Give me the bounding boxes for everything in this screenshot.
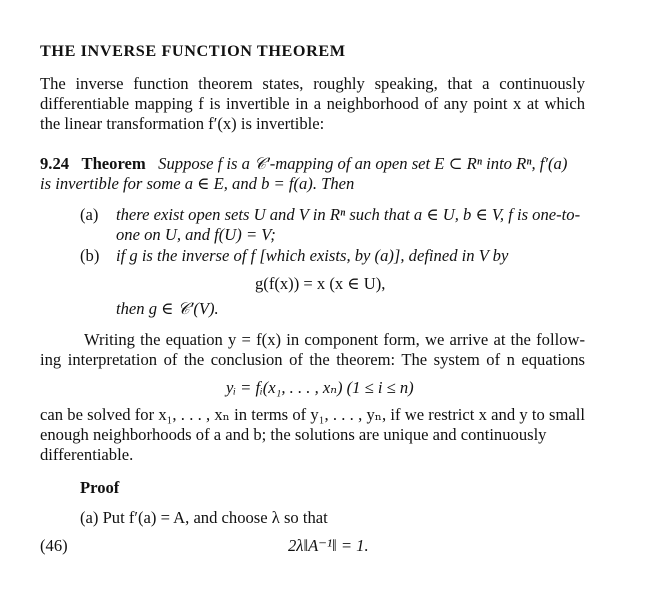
theorem-statement-line-2: is invertible for some a ∈ E, and b = f(a). Then [40,174,355,193]
theorem-number: 9.24 [40,154,70,173]
theorem-heading [40,154,567,174]
part-a-line-1: there exist open sets U and V in Rⁿ such that a ∈ U, b ∈ V, f is one-to- [116,205,581,224]
intro-line-3: the linear transformation f′(x) is invertible: [40,114,325,133]
discussion-after-line-1: can be solved for x₁, . . . , xₙ in terms of y₁, . . . , yₙ, if we restrict x and y to small [40,405,585,424]
part-b-conclusion: then g ∈ 𝒞′(V). [116,299,219,318]
theorem-label: Theorem [81,154,146,173]
theorem-statement-line-1: Suppose f is a 𝒞′-mapping of an open set E ⊂ Rⁿ into Rⁿ, f′(a) [158,154,568,173]
equation-number-46: (46) [40,536,68,555]
discussion-line-2: ing interpretation of the conclusion of the theorem: The system of n equations [40,350,585,369]
equation-46: 2λ‖A⁻¹‖ = 1. [288,536,369,555]
part-b-display-equation: g(f(x)) = x (x ∈ U), [255,274,386,293]
proof-step-a: (a) Put f′(a) = A, and choose λ so that [80,508,328,527]
part-a-marker: (a) [80,205,99,224]
intro-line-1: The inverse function theorem states, roughly speaking, that a continuously [40,74,585,93]
discussion-display-equation: yᵢ = fᵢ(x₁, . . . , xₙ) (1 ≤ i ≤ n) [226,378,414,397]
part-a-line-2: one on U, and f(U) = V; [116,225,276,244]
discussion-after-line-2: enough neighborhoods of a and b; the solutions are unique and continuously [40,425,547,444]
part-b-marker: (b) [80,246,100,265]
proof-label: Proof [80,478,120,497]
intro-line-2: differentiable mapping f is invertible in a neighborhood of any point x at which [40,94,585,113]
discussion-after-line-3: differentiable. [40,445,134,464]
part-b-line-1: if g is the inverse of f [which exists, by (a)], defined in V by [116,246,509,265]
discussion-line-1: Writing the equation y = f(x) in component form, we arrive at the follow- [84,330,585,349]
section-title: THE INVERSE FUNCTION THEOREM [40,42,346,60]
